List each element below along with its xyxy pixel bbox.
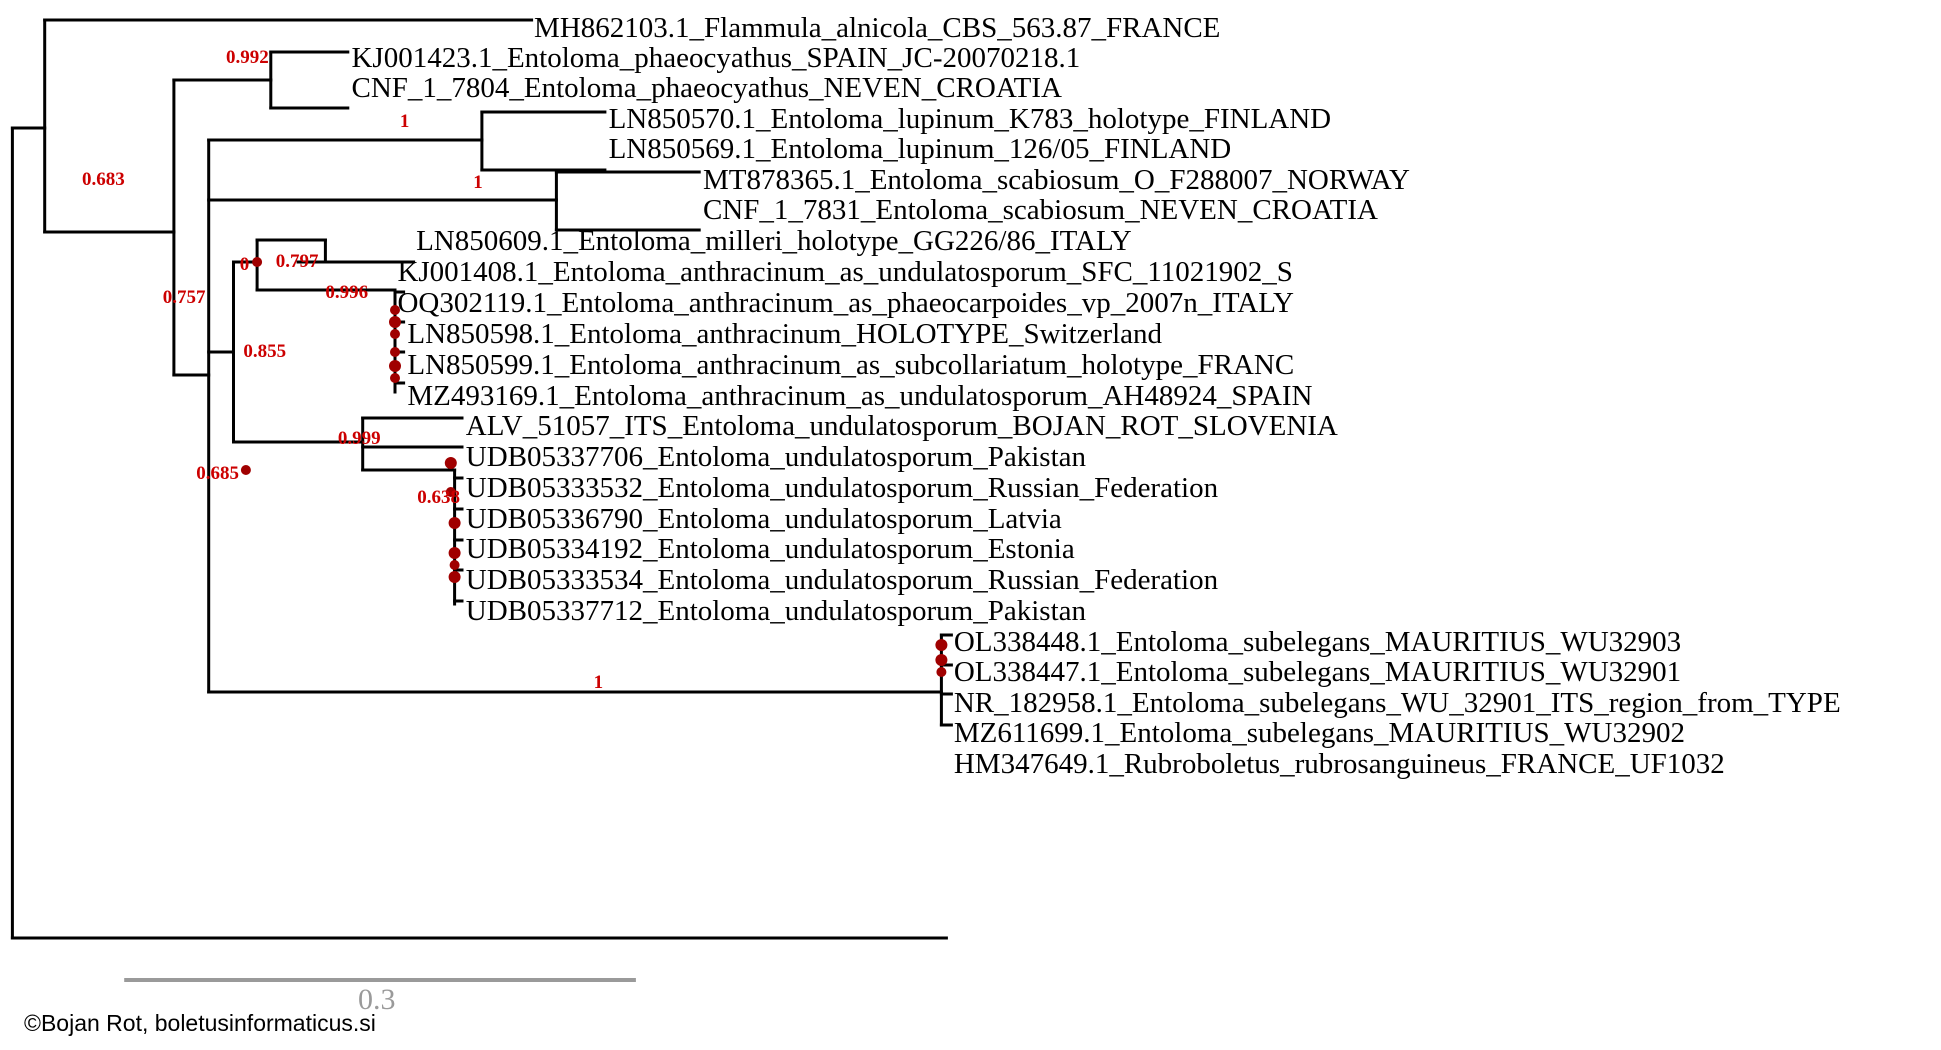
node-dot: [241, 465, 251, 475]
taxon-label: UDB05336790_Entoloma_undulatosporum_Latvia: [465, 503, 1062, 535]
node-dot: [936, 667, 946, 677]
node-dot: [390, 329, 400, 339]
support-value: 1: [593, 672, 604, 693]
taxon-label: LN850599.1_Entoloma_anthracinum_as_subcollariatum_holotype_FRANC: [407, 349, 1295, 381]
taxon-label: UDB05337712_Entoloma_undulatosporum_Pakistan: [465, 595, 1086, 627]
taxon-label: LN850598.1_Entoloma_anthracinum_HOLOTYPE_Switzerland: [407, 318, 1163, 350]
support-value: 0.685: [196, 463, 239, 484]
support-value: 0.683: [81, 169, 125, 190]
taxon-label: HM347649.1_Rubroboletus_rubrosanguineus_FRANCE_UF1032: [953, 748, 1725, 780]
taxon-label: CNF_1_7831_Entoloma_scabiosum_NEVEN_CROATIA: [702, 194, 1378, 226]
support-value: 0.757: [162, 287, 206, 308]
taxon-label: KJ001423.1_Entoloma_phaeocyathus_SPAIN_JC-20070218.1: [351, 42, 1081, 74]
taxon-label: LN850609.1_Entoloma_milleri_holotype_GG226/86_ITALY: [416, 225, 1132, 257]
support-value: 1: [399, 111, 410, 132]
scale-bar-label: 0.3: [358, 983, 396, 1016]
taxon-label: MZ493169.1_Entoloma_anthracinum_as_undulatosporum_AH48924_SPAIN: [407, 380, 1313, 412]
node-dot: [389, 360, 401, 372]
taxon-label: CNF_1_7804_Entoloma_phaeocyathus_NEVEN_CROATIA: [351, 72, 1062, 104]
taxon-label: NR_182958.1_Entoloma_subelegans_WU_32901_ITS_region_from_TYPE: [953, 687, 1841, 719]
support-value: 0.855: [243, 341, 287, 362]
node-dot: [935, 639, 947, 651]
node-dot: [449, 571, 461, 583]
support-value: 0.996: [325, 282, 369, 303]
taxon-label: KJ001408.1_Entoloma_anthracinum_as_undulatosporum_SFC_11021902_S: [397, 256, 1293, 288]
support-value: 0.999: [337, 428, 381, 449]
node-dot: [445, 457, 457, 469]
node-dot: [252, 257, 262, 267]
node-dot: [449, 517, 461, 529]
node-dot: [935, 654, 947, 666]
node-dot: [449, 547, 461, 559]
taxon-label: UDB05333532_Entoloma_undulatosporum_Russian_Federation: [465, 472, 1219, 504]
support-value: 0.797: [275, 251, 319, 272]
support-value: 0: [239, 254, 250, 275]
support-value: 0.638: [417, 487, 461, 508]
taxon-label: OL338448.1_Entoloma_subelegans_MAURITIUS_WU32903: [953, 626, 1682, 658]
taxon-label: LN850569.1_Entoloma_lupinum_126/05_FINLAND: [608, 133, 1232, 165]
taxon-label: MZ611699.1_Entoloma_subelegans_MAURITIUS_WU32902: [953, 717, 1685, 749]
support-value: 0.992: [226, 47, 269, 68]
taxon-label: UDB05333534_Entoloma_undulatosporum_Russian_Federation: [465, 564, 1219, 596]
taxon-label: UDB05334192_Entoloma_undulatosporum_Estonia: [465, 533, 1075, 565]
node-dot: [450, 560, 460, 570]
copyright-credit: ©Bojan Rot, boletusinformaticus.si: [24, 1010, 376, 1036]
taxon-label: MT878365.1_Entoloma_scabiosum_O_F288007_NORWAY: [702, 164, 1410, 196]
node-dot: [390, 373, 400, 383]
node-dot: [390, 347, 400, 357]
taxon-label: UDB05337706_Entoloma_undulatosporum_Pakistan: [465, 441, 1086, 473]
support-value: 1: [473, 172, 483, 193]
taxon-label: LN850570.1_Entoloma_lupinum_K783_holotype_FINLAND: [608, 103, 1332, 135]
taxon-label: OL338447.1_Entoloma_subelegans_MAURITIUS_WU32901: [953, 656, 1682, 688]
taxon-label: MH862103.1_Flammula_alnicola_CBS_563.87_FRANCE: [534, 12, 1221, 44]
taxon-label: OQ302119.1_Entoloma_anthracinum_as_phaeocarpoides_vp_2007n_ITALY: [397, 287, 1294, 319]
taxon-label: ALV_51057_ITS_Entoloma_undulatosporum_BOJAN_ROT_SLOVENIA: [465, 410, 1338, 442]
